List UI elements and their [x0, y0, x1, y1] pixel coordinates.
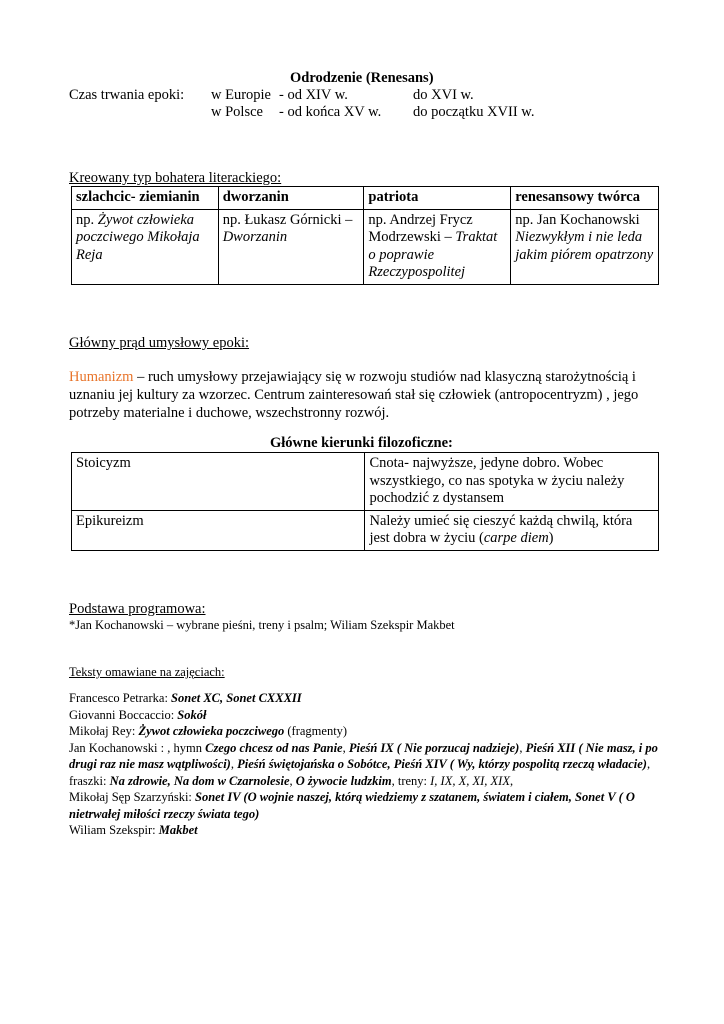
duration-poland-to: do początku XVII w. [413, 104, 535, 120]
duration-europe-to: do XVI w. [413, 87, 474, 103]
texts-works: Żywot człowieka poczciwego [138, 724, 285, 738]
current-heading: Główny prąd umysłowy epoki: [69, 335, 250, 351]
texts-author: Giovanni Boccaccio: [69, 707, 178, 722]
texts-author: Mikołaj Rey: [69, 724, 139, 738]
hero-cell-title: Traktat o poprawie Rzeczypospolitej [368, 229, 498, 280]
philosophy-table [71, 452, 659, 551]
hero-cell-prefix: np. Andrzej Frycz Modrzewski – [368, 211, 473, 245]
duration-poland-where: w Polsce [211, 104, 263, 120]
hero-col-header: renesansowy twórca [511, 187, 659, 210]
hero-cell [72, 209, 219, 284]
texts-works: Pieśń IX ( Nie porzucaj nadzieje) [348, 740, 520, 755]
hero-cell-title: Żywot człowieka poczciwego Mikołaja Reja [76, 211, 200, 263]
page-title: Odrodzenie (Renesans) [290, 70, 434, 86]
hero-cell-prefix: np. Łukasz Górnicki – [222, 211, 353, 228]
texts-author: Wiliam Szekspir: [69, 823, 159, 837]
hero-heading: Kreowany typ bohatera literackiego: [69, 170, 282, 186]
hero-cell-prefix: np. [76, 211, 98, 228]
current-description: – ruch umysłowy przejawiający się w rozwoju studiów nad klasyczną starożytnością i uznaniu jej kultury za wzorzec. Centrum zainteresowań stał się człowiek (antropocentryzm) , jego potrzeby materialne i duchowe, wszechstronny rozwój. [69, 369, 639, 421]
philosophy-name: Epikureizm [72, 510, 365, 550]
texts-sep: , [230, 757, 238, 771]
texts-item [69, 740, 669, 790]
texts-note: (fragmenty) [284, 724, 348, 738]
hero-cell-prefix: np. Jan Kochanowski [515, 211, 640, 228]
hero-cell-title: Dworzanin [222, 229, 288, 245]
duration-label: Czas trwania epoki: [69, 87, 185, 103]
texts-works: I, IX, X, XI, XIX [430, 773, 510, 788]
philosophy-desc-text: Cnota- najwyższe, jedyne dobro. Wobec wszystkiego, co nas spotyka w życiu należy pochodzić z dystansem [369, 455, 625, 506]
texts-author: Jan Kochanowski : , hymn [69, 740, 206, 755]
duration-europe-where: w Europie [211, 87, 271, 103]
philosophy-row [72, 510, 659, 550]
duration-poland-from: - od końca XV w. [279, 104, 382, 120]
texts-item [69, 822, 669, 839]
texts-author: Francesco Petrarka: [69, 691, 172, 705]
texts-list [69, 690, 669, 839]
philosophy-desc-end: ) [548, 530, 554, 546]
texts-works: Pieśń świętojańska o Sobótce, Pieśń XIV ( Wy, którzy pospolitą rzeczą władacie) [237, 757, 647, 771]
hero-col-header: patriota [364, 187, 511, 210]
curriculum-heading: Podstawa programowa: [69, 601, 206, 617]
current-paragraph [69, 368, 659, 422]
texts-sep: , treny: [391, 773, 431, 788]
texts-works: Sonet XC, Sonet CXXXII [171, 691, 302, 705]
curriculum-text: *Jan Kochanowski – wybrane pieśni, treny i psalm; Wiliam Szekspir Makbet [69, 618, 455, 632]
philosophy-desc-text: Należy umieć się cieszyć każdą chwilą, która jest dobra w życiu ( [369, 512, 633, 546]
texts-works: Makbet [158, 823, 198, 837]
texts-sep: , [509, 773, 514, 788]
texts-sep: , [289, 773, 296, 788]
texts-works: Sokół [177, 707, 207, 722]
texts-works: Pieśń XII ( Nie masz, i po drugi raz nie masz wątpliwości) [69, 740, 658, 771]
philosophy-heading: Główne kierunki filozoficzne: [270, 435, 453, 451]
philosophy-desc [365, 453, 659, 511]
philosophy-row [72, 453, 659, 511]
texts-works: Czego chcesz od nas Panie [205, 740, 343, 755]
philosophy-desc-italic: carpe diem [483, 530, 549, 546]
philosophy-desc [365, 510, 659, 550]
current-term: Humanizm [69, 369, 134, 385]
philosophy-name: Stoicyzm [72, 453, 365, 511]
hero-cell [511, 209, 659, 284]
texts-works: Sonet IV (O wojnie naszej, którą wiedziemy z szatanem, światem i ciałem, Sonet V ( O nietrwałej miłości rzeczy świata tego) [69, 790, 635, 821]
hero-example-row [72, 209, 659, 284]
hero-cell [364, 209, 511, 284]
texts-sep: , [519, 740, 526, 755]
hero-table [71, 186, 659, 285]
texts-item [69, 723, 669, 740]
hero-col-header: szlachcic- ziemianin [72, 187, 219, 210]
hero-header-row [72, 187, 659, 210]
hero-col-header: dworzanin [218, 187, 364, 210]
texts-sep: , fraszki: [69, 757, 651, 788]
texts-item [69, 707, 669, 724]
texts-author: Mikołaj Sęp Szarzyński: [69, 790, 196, 804]
texts-item [69, 789, 669, 822]
texts-works: Na zdrowie, Na dom w Czarnolesie [109, 773, 290, 788]
hero-cell [218, 209, 364, 284]
hero-cell-title: Niezwykłym i nie leda jakim piórem opatrzony [515, 229, 654, 263]
texts-heading: Teksty omawiane na zajęciach: [69, 665, 225, 679]
texts-sep: , [342, 740, 349, 755]
texts-item [69, 690, 669, 707]
duration-europe-from: - od XIV w. [279, 87, 348, 103]
texts-works: O żywocie ludzkim [295, 773, 392, 788]
